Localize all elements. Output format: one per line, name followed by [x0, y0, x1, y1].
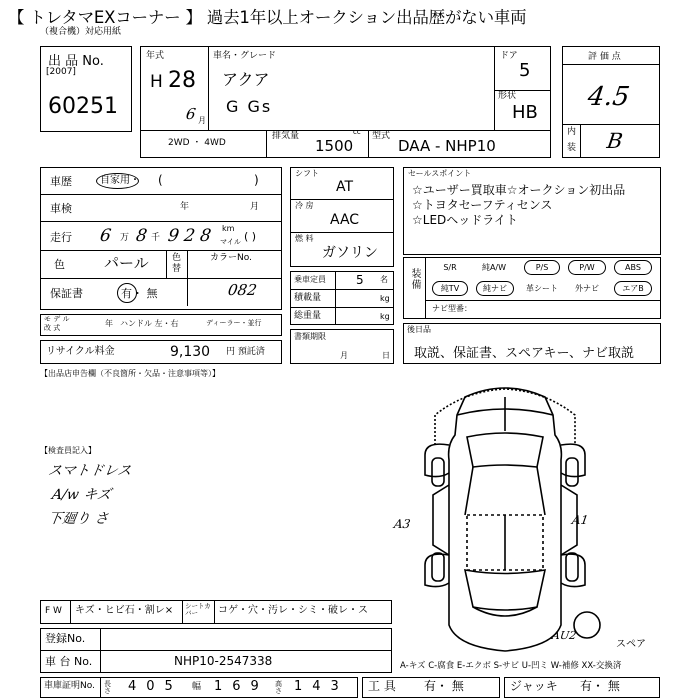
damage-legend-2: コゲ・穴・汚レ・シミ・破レ・ス	[218, 605, 368, 616]
doc-expiry-month: 月	[340, 351, 348, 360]
inspection-year: 年	[180, 202, 190, 212]
size-length-label: 長さ	[104, 680, 111, 695]
load-unit: kg	[380, 294, 390, 303]
year-era: H	[150, 72, 163, 92]
color-value: パール	[104, 254, 149, 272]
shift-value: AT	[336, 179, 354, 195]
sales-points-label: セールスポイント	[408, 169, 472, 178]
drive-value: 2WD ・ 4WD	[168, 138, 226, 148]
displacement-label: 排気量	[272, 131, 300, 141]
car-label: 車名・グレード	[213, 51, 277, 61]
history-circle-mark	[96, 173, 139, 189]
equip-aw: 純A/W	[481, 263, 507, 272]
sales-point-1: ☆ユーザー買取車☆オークション初出品	[412, 183, 626, 197]
capacity-unit: 名	[380, 275, 388, 284]
damage-legend-1: キズ・ヒビ石・割レ×	[75, 605, 174, 616]
model-change-handle: ハンドル 左・右	[120, 319, 179, 328]
equip-pw: P/W	[568, 260, 606, 275]
year-month-unit: 月	[198, 116, 206, 125]
history-label: 車歴	[50, 175, 72, 188]
ac-value: AAC	[330, 212, 360, 228]
model-value: DAA - NHP10	[398, 137, 496, 155]
post-notes-value: 取説、保証書、スペアキー、ナビ取説	[414, 346, 634, 361]
inspector-note-3: 下廻り さ	[46, 511, 110, 527]
inspector-note-2: A/w キズ	[50, 487, 113, 503]
registration-label: 登録No.	[45, 632, 86, 645]
spare-label: スペア	[616, 639, 646, 650]
color-code: 082	[226, 281, 258, 299]
lot-number: 60251	[48, 94, 118, 119]
mileage-digit-2: 8	[134, 226, 149, 246]
size-length-value: 405	[128, 679, 183, 694]
interior-value: B	[605, 129, 625, 153]
history-bracket-open: (	[158, 173, 163, 187]
shift-label: シフト	[295, 169, 319, 178]
lot-label: 出 品 No.	[48, 54, 104, 69]
model-change-l1: モ デ ル	[44, 315, 70, 323]
capacity-label: 乗車定員	[294, 275, 326, 284]
warranty-value: 有・ 無	[121, 287, 158, 300]
inspection-month: 月	[250, 202, 260, 212]
capacity-value: 5	[356, 273, 364, 287]
body-type-label: 形状	[498, 91, 517, 101]
page-title: 【 トレタマEXコーナー 】 過去1年以上オークション出品歴がない車両	[8, 8, 527, 27]
model-label: 型式	[372, 131, 391, 141]
history-bracket-close: )	[254, 173, 259, 187]
equip-abs: ABS	[614, 260, 652, 275]
mileage-mile: マイル	[220, 238, 241, 246]
mileage-man: 万	[120, 233, 130, 243]
color-label: 色	[54, 258, 65, 271]
equip-airbag: エアB	[614, 281, 652, 296]
seller-notes-label: 【出品店申告欄（不良箇所・欠品・注意事項等）】	[40, 369, 220, 378]
sales-point-3: ☆LEDヘッドライト	[412, 213, 518, 227]
displacement-value: 1500	[315, 137, 354, 155]
displacement-unit: cc	[353, 128, 361, 136]
warranty-circle-mark	[117, 283, 137, 303]
equip-ps: P/S	[524, 260, 560, 275]
damage-codes: A-キズ C-腐食 E-エクボ S-サビ U-凹ミ W-補修 XX-交換済	[400, 661, 622, 671]
tools-label: 工 具	[368, 679, 396, 693]
model-change-dealer: ディーラー・並行	[206, 319, 262, 327]
fw-label: F W	[45, 606, 62, 616]
damage-a3-left: A3	[393, 517, 412, 531]
form-subtitle: （複合機）対応用紙	[40, 27, 122, 37]
mileage-digit-1: 6	[98, 226, 113, 246]
sales-point-2: ☆トヨタセーフティセンス	[412, 198, 553, 212]
ac-label: 冷 房	[295, 201, 314, 210]
fuel-value: ガソリン	[322, 245, 378, 261]
navi-model-label: ナビ型番：	[432, 304, 472, 313]
damage-a1-right: A1	[571, 513, 590, 527]
equip-sr: S/R	[443, 263, 457, 272]
warranty-label: 保証書	[50, 287, 83, 300]
mileage-km: km	[222, 224, 235, 233]
mileage-digit-4: 2	[182, 226, 197, 246]
equip-navi: 純ナビ	[476, 281, 514, 296]
score-value: 4.5	[585, 82, 632, 112]
weight-label: 総重量	[294, 311, 322, 321]
weight-unit: kg	[380, 312, 390, 321]
car-name: アクア	[222, 70, 270, 89]
doc-expiry-label: 書類期限	[294, 332, 326, 341]
body-type-value: HB	[512, 102, 538, 123]
mileage-digit-3: 9	[166, 226, 181, 246]
chassis-label: 車 台 No.	[45, 655, 93, 668]
score-label: 評 価 点	[588, 52, 621, 62]
interior-label-1: 内	[567, 127, 577, 137]
chassis-value: NHP10-2547338	[174, 654, 273, 668]
size-height-label: 高さ	[275, 680, 282, 695]
size-width-label: 幅	[192, 682, 202, 692]
year-label: 年式	[146, 51, 165, 61]
interior-label-2: 装	[567, 143, 577, 153]
model-change-year: 年	[105, 319, 113, 328]
year-month: 6	[184, 105, 197, 123]
color-swap-2: 替	[172, 264, 182, 274]
recycle-amount: 9,130	[170, 344, 211, 360]
jack-label: ジャッキ	[510, 679, 558, 693]
load-label: 積載量	[294, 293, 322, 303]
mileage-sen: 千	[151, 233, 161, 243]
history-options: 自家用・	[100, 175, 140, 186]
damage-au2: AU2	[551, 629, 578, 642]
doors-value: 5	[519, 60, 531, 81]
equip-leather: 革シート	[526, 284, 558, 293]
certificate-label: 車庫証明No.	[44, 681, 95, 691]
equip-ext-navi: 外ナビ	[575, 284, 599, 293]
color-no-label: カラーNo.	[210, 253, 252, 263]
car-grade: G Gs	[226, 97, 273, 116]
year-value: 28	[168, 68, 196, 93]
recycle-unit: 円 預託済	[226, 347, 265, 357]
fuel-label: 燃 料	[295, 234, 314, 243]
inspector-note-1: スマトドレス	[46, 463, 133, 479]
size-height-value: 143	[294, 679, 349, 694]
size-width-value: 169	[214, 679, 269, 694]
seat-cover-label: シートカバー	[185, 602, 211, 618]
recycle-label: リサイクル料金	[46, 346, 115, 357]
doors-label: ドア	[500, 51, 518, 61]
jack-value: 有・ 無	[580, 679, 620, 693]
lot-year-stamp: [2007]	[46, 67, 76, 77]
equipment-label: 装備	[409, 268, 420, 290]
mileage-label: 走行	[50, 231, 72, 244]
mileage-digit-5: 8	[198, 226, 213, 246]
tools-value: 有・ 無	[424, 679, 464, 693]
equip-tv: 純TV	[432, 281, 468, 296]
doc-expiry-day: 日	[382, 351, 390, 360]
model-change-l2: 改 式	[44, 324, 61, 332]
mileage-paren: ( )	[244, 230, 257, 243]
color-swap-1: 色	[172, 253, 182, 263]
post-notes-label: 後日品	[407, 325, 431, 334]
inspector-label: 【検査員記入】	[40, 446, 96, 455]
inspection-label: 車検	[50, 202, 72, 215]
